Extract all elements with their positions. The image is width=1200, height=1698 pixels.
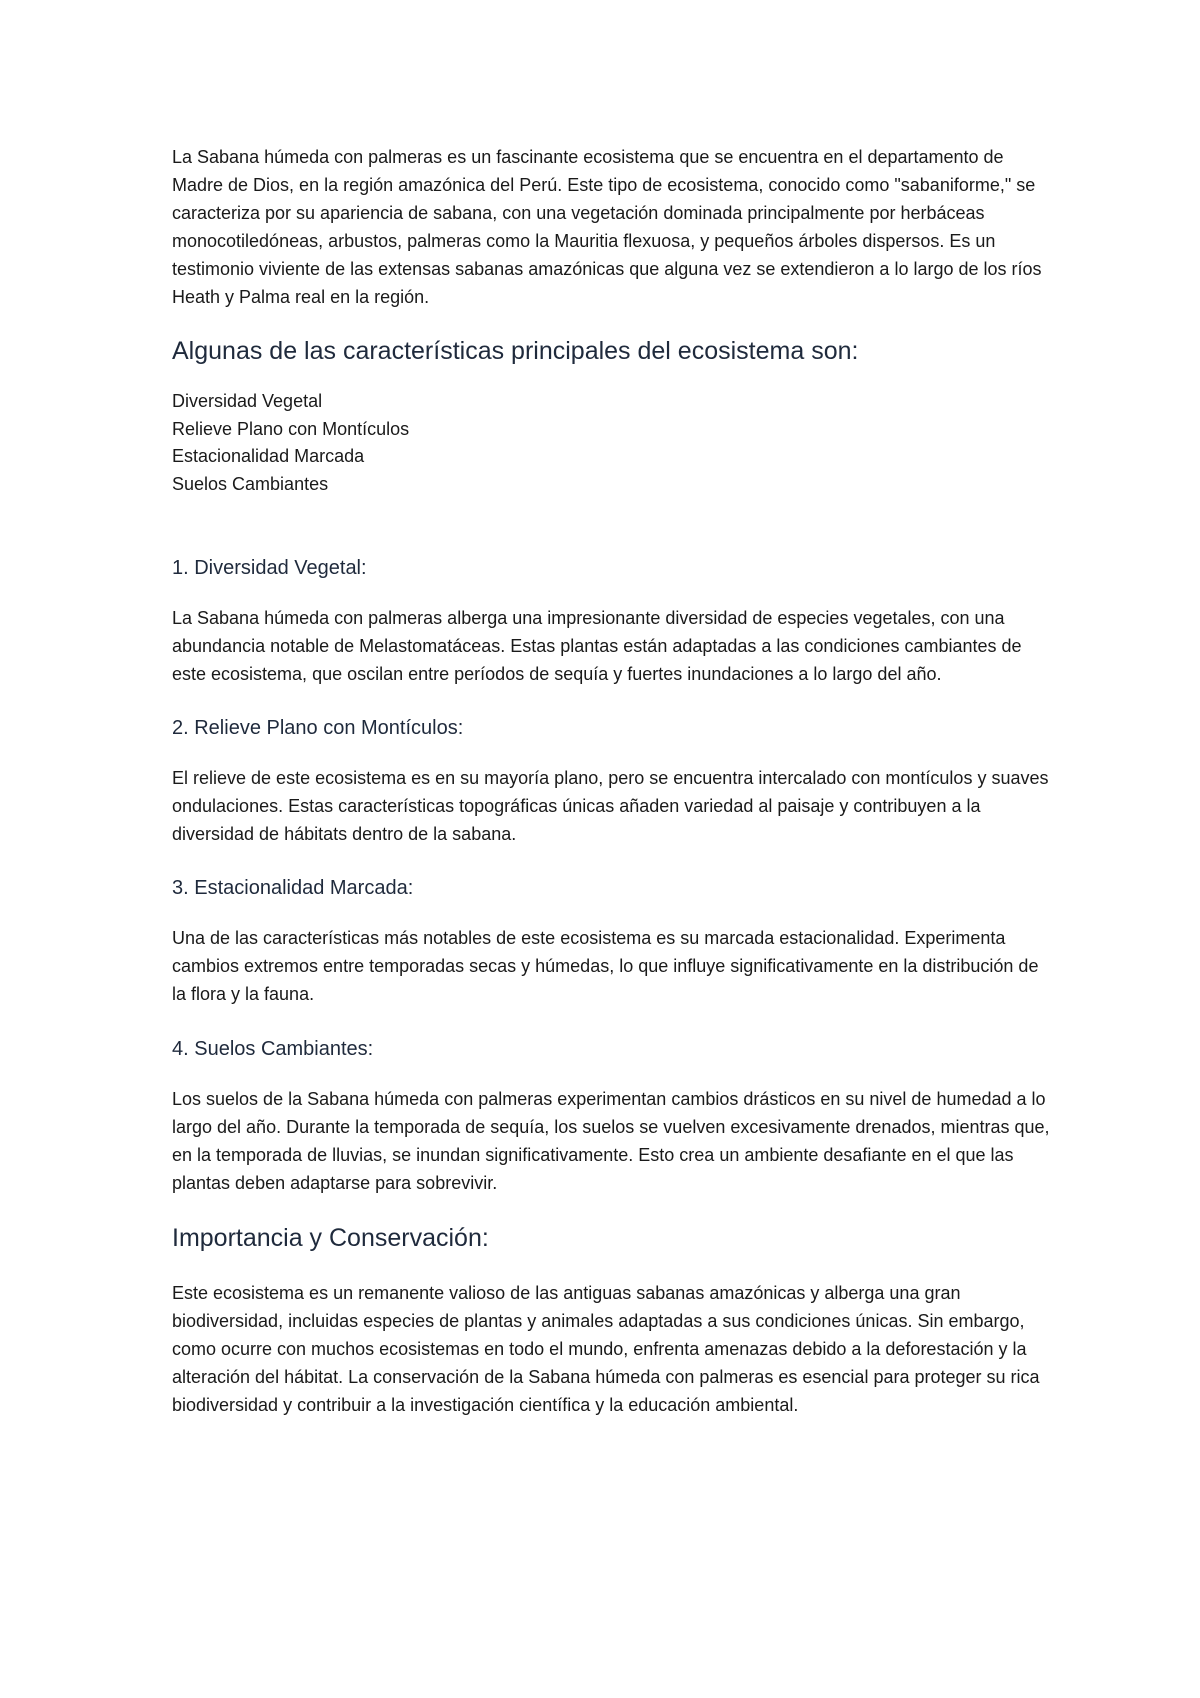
feature-item: Suelos Cambiantes <box>172 473 329 494</box>
feature-list <box>172 388 1052 498</box>
feature-item: Estacionalidad Marcada <box>172 446 365 466</box>
intro-paragraph: La Sabana húmeda con palmeras es un fascinante ecosistema que se encuentra en el departamento de Madre de Dios, en la región amazónica del Perú. Este tipo de ecosistema, conocido como "sabaniforme," se caracteriza por su apariencia de sabana, con una vegetación dominada principalmente por herbáceas monocotiledóneas, arbustos, palmeras como la Mauritia flexuosa, y pequeños árboles dispersos. Es un testimonio viviente de las extensas sabanas amazónicas que alguna vez se extendieron a lo largo de los ríos Heath y Palma real en la región. <box>172 147 1042 307</box>
section-heading-estacionalidad: 3. Estacionalidad Marcada: <box>172 877 414 899</box>
importance-paragraph: Este ecosistema es un remanente valioso de las antiguas sabanas amazónicas y alberga una gran biodiversidad, incluidas especies de plantas y animales adaptadas a sus condiciones únicas. Sin embargo, como ocurre con muchos ecosistemas en todo el mundo, enfrenta amenazas debido a la deforestación y la alteración del hábitat. La conservación de la Sabana húmeda con palmeras es esencial para proteger su rica biodiversidad y contribuir a la investigación científica y la educación ambiental. <box>172 1283 1040 1415</box>
section-text-relieve: El relieve de este ecosistema es en su mayoría plano, pero se encuentra intercalado con montículos y suaves ondulaciones. Estas características topográficas únicas añaden variedad al paisaje y contribuyen a la diversidad de hábitats dentro de la sabana. <box>172 768 1049 844</box>
section-heading-diversidad: 1. Diversidad Vegetal: <box>172 557 367 579</box>
section-heading-suelos: 4. Suelos Cambiantes: <box>172 1038 374 1060</box>
document-page <box>172 143 1052 1419</box>
feature-item: Diversidad Vegetal <box>172 391 323 411</box>
section-text-estacionalidad: Una de las características más notables de este ecosistema es su marcada estacionalidad. Experimenta cambios extremos entre temporadas secas y húmedas, lo que influye significativamente en la distribución de la flora y la fauna. <box>172 928 1039 1004</box>
feature-item: Relieve Plano con Montículos <box>172 418 410 439</box>
section-heading-relieve: 2. Relieve Plano con Montículos: <box>172 717 464 739</box>
features-heading: Algunas de las características principales del ecosistema son: <box>172 337 859 365</box>
importance-heading: Importancia y Conservación: <box>172 1224 489 1252</box>
section-text-suelos: Los suelos de la Sabana húmeda con palmeras experimentan cambios drásticos en su nivel de humedad a lo largo del año. Durante la temporada de sequía, los suelos se vuelven excesivamente drenados, mientras que, en la temporada de lluvias, se inundan significativamente. Esto crea un ambiente desafiante en el que las plantas deben adaptarse para sobrevivir. <box>172 1089 1050 1193</box>
section-text-diversidad: La Sabana húmeda con palmeras alberga una impresionante diversidad de especies vegetales, con una abundancia notable de Melastomatáceas. Estas plantas están adaptadas a las condiciones cambiantes de este ecosistema, que oscilan entre períodos de sequía y fuertes inundaciones a lo largo del año. <box>172 608 1022 684</box>
